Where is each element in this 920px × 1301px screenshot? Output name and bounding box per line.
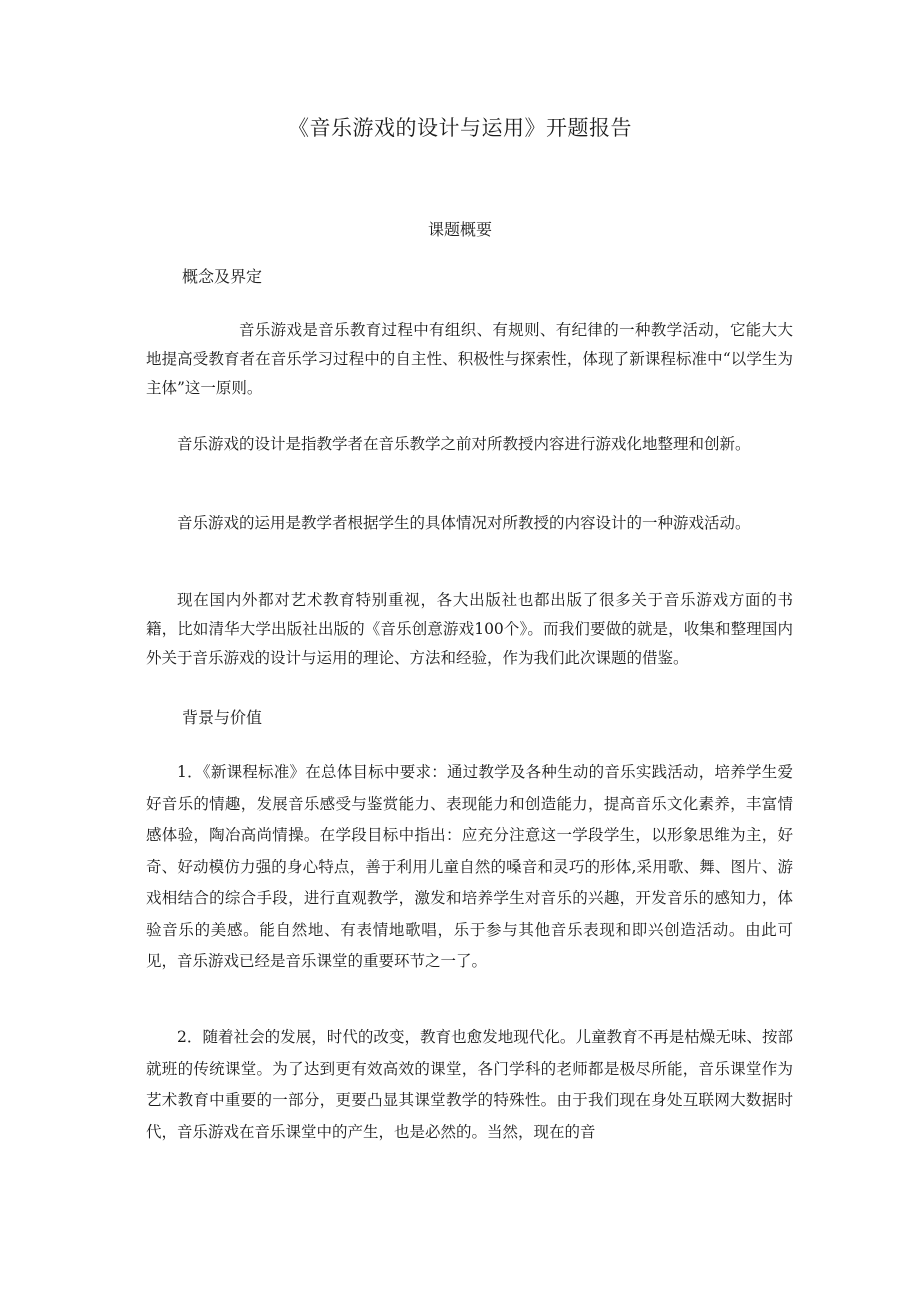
heading-concept: 概念及界定 (182, 267, 263, 286)
document-title: 《音乐游戏的设计与运用》开题报告 (288, 116, 632, 140)
paragraph-definition: 音乐游戏是音乐教育过程中有组织、有规则、有纪律的一种教学活动，它能大大地提高受教育者在音乐学习过程中的自主性、积极性与探索性，体现了新课程标准中“以学生为主体”这一原则。 (146, 321, 793, 397)
paragraph-current-state: 现在国内外都对艺术教育特别重视，各大出版社也都出版了很多关于音乐游戏方面的书籍，比如清华大学出版社出版的《音乐创意游戏100个》。而我们要做的就是，收集和整理国内外关于音乐游戏的设计与运用的理论、方法和经验，作为我们此次课题的借鉴。 (146, 591, 793, 667)
paragraph-application: 音乐游戏的运用是教学者根据学生的具体情况对所教授的内容设计的一种游戏活动。 (177, 514, 751, 532)
paragraph-curriculum-standard: 1．《新课程标准》在总体目标中要求：通过教学及各种生动的音乐实践活动，培养学生爱好音乐的情趣，发展音乐感受与鉴赏能力、表现能力和创造能力，提高音乐文化素养，丰富情感体验，陶冶高尚情操。在学段目标中指出：应充分注意这一学段学生，以形象思维为主，好奇、好动模仿力强的身心特点，善于利用儿童自然的嗓音和灵巧的形体,采用歌、舞、图片、游戏相结合的综合手段，进行直观教学，激发和培养学生对音乐的兴趣，开发音乐的感知力，体验音乐的美感。能自然地、有表情地歌唱，乐于参与其他音乐表现和即兴创造活动。由此可见，音乐游戏已经是音乐课堂的重要环节之一了。 (146, 763, 793, 970)
paragraph-social-development: 2．随着社会的发展，时代的改变，教育也愈发地现代化。儿童教育不再是枯燥无味、按部就班的传统课堂。为了达到更有效高效的课堂，各门学科的老师都是极尽所能，音乐课堂作为艺术教育中重要的一部分，更要凸显其课堂教学的特殊性。由于我们现在身处互联网大数据时代，音乐游戏在音乐课堂中的产生，也是必然的。当然，现在的音 (146, 1028, 793, 1141)
paragraph-design: 音乐游戏的设计是指教学者在音乐教学之前对所教授内容进行游戏化地整理和创新。 (177, 435, 751, 453)
heading-background: 背景与价值 (182, 708, 263, 727)
section-title: 课题概要 (427, 220, 492, 239)
